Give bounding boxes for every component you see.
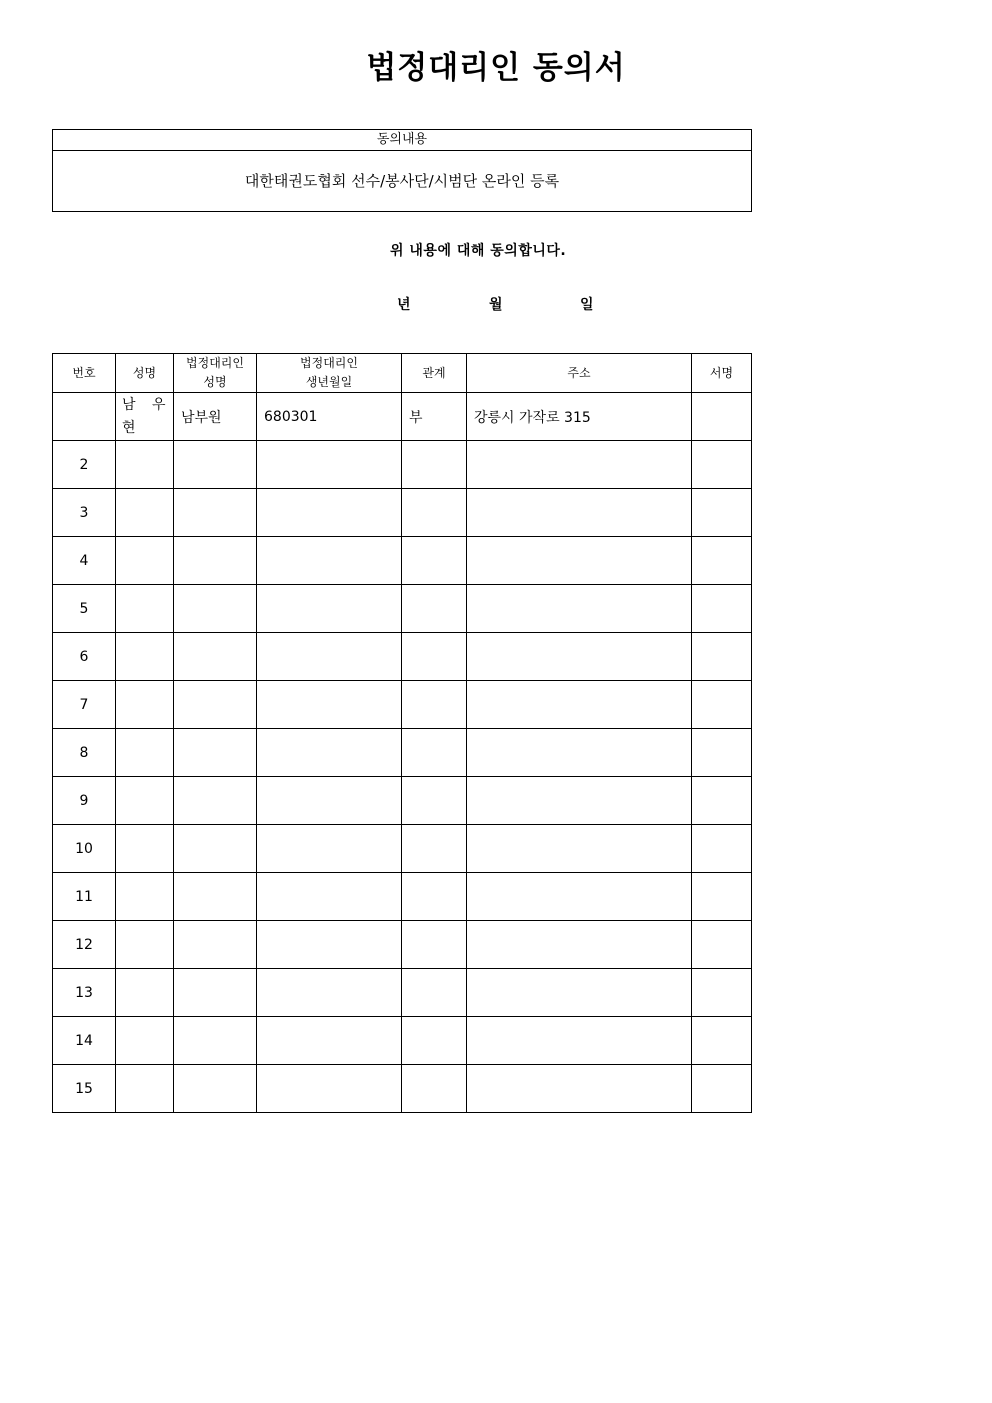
cell-relation[interactable]	[402, 921, 467, 969]
table-row	[53, 777, 752, 825]
cell-signature[interactable]	[692, 489, 752, 537]
table-row	[53, 729, 752, 777]
cell-signature[interactable]	[692, 441, 752, 489]
header-guardian-birth	[257, 354, 402, 393]
date-month-label: 월	[489, 297, 503, 313]
cell-name[interactable]	[116, 1017, 174, 1065]
cell-relation[interactable]: 부	[402, 393, 467, 441]
cell-guardian-birth[interactable]	[257, 633, 402, 681]
cell-relation[interactable]	[402, 1017, 467, 1065]
cell-guardian-birth[interactable]	[257, 873, 402, 921]
cell-number: 3	[53, 489, 116, 537]
cell-relation[interactable]	[402, 777, 467, 825]
cell-signature[interactable]	[692, 537, 752, 585]
cell-signature[interactable]	[692, 969, 752, 1017]
cell-guardian-birth[interactable]	[257, 537, 402, 585]
cell-address[interactable]	[467, 777, 692, 825]
cell-guardian-name[interactable]	[174, 825, 257, 873]
table-row	[53, 873, 752, 921]
cell-signature[interactable]	[692, 825, 752, 873]
consent-box	[52, 129, 752, 212]
header-guardian-birth-line1: 법정대리인	[300, 356, 358, 370]
cell-guardian-name[interactable]	[174, 633, 257, 681]
cell-relation[interactable]	[402, 969, 467, 1017]
cell-number: 15	[53, 1065, 116, 1113]
cell-address[interactable]	[467, 873, 692, 921]
cell-guardian-name[interactable]	[174, 729, 257, 777]
cell-guardian-birth[interactable]: 680301	[257, 393, 402, 441]
cell-number: 5	[53, 585, 116, 633]
table-row	[53, 537, 752, 585]
cell-name[interactable]	[116, 633, 174, 681]
cell-name[interactable]	[116, 1065, 174, 1113]
cell-number: 12	[53, 921, 116, 969]
cell-number: 7	[53, 681, 116, 729]
cell-address[interactable]	[467, 585, 692, 633]
cell-address[interactable]	[467, 969, 692, 1017]
cell-number: 14	[53, 1017, 116, 1065]
table-row	[53, 441, 752, 489]
header-guardian-name	[174, 354, 257, 393]
cell-guardian-name[interactable]	[174, 969, 257, 1017]
header-relation: 관계	[402, 354, 467, 393]
cell-address[interactable]	[467, 537, 692, 585]
cell-number: 6	[53, 633, 116, 681]
cell-relation[interactable]	[402, 825, 467, 873]
date-day-label: 일	[580, 297, 594, 313]
cell-guardian-name[interactable]	[174, 681, 257, 729]
cell-name[interactable]	[116, 729, 174, 777]
cell-relation[interactable]	[402, 489, 467, 537]
table-header-row	[53, 354, 752, 393]
cell-relation[interactable]	[402, 729, 467, 777]
table-row	[53, 585, 752, 633]
cell-address[interactable]	[467, 441, 692, 489]
table-row	[53, 1065, 752, 1113]
table-row	[53, 969, 752, 1017]
cell-relation[interactable]	[402, 681, 467, 729]
cell-name[interactable]	[116, 537, 174, 585]
cell-guardian-birth[interactable]	[257, 969, 402, 1017]
cell-relation[interactable]	[402, 537, 467, 585]
header-guardian-name-line2: 성명	[203, 375, 227, 389]
cell-signature[interactable]	[692, 1065, 752, 1113]
cell-number: 10	[53, 825, 116, 873]
cell-number: 9	[53, 777, 116, 825]
header-name: 성명	[116, 354, 174, 393]
cell-name[interactable]	[116, 393, 174, 441]
table-row	[53, 393, 752, 441]
cell-address[interactable]	[467, 1017, 692, 1065]
cell-guardian-birth[interactable]	[257, 1017, 402, 1065]
header-signature: 서명	[692, 354, 752, 393]
cell-guardian-birth[interactable]	[257, 489, 402, 537]
cell-guardian-birth[interactable]	[257, 1065, 402, 1113]
cell-signature[interactable]	[692, 873, 752, 921]
cell-guardian-name[interactable]	[174, 921, 257, 969]
cell-address[interactable]	[467, 921, 692, 969]
cell-name-line1: 남 우	[122, 396, 172, 413]
table-row	[53, 1017, 752, 1065]
page-title: 법정대리인 동의서	[366, 50, 626, 86]
cell-address[interactable]	[467, 489, 692, 537]
cell-number	[53, 393, 116, 441]
cell-signature[interactable]	[692, 729, 752, 777]
date-year-label: 년	[397, 297, 411, 313]
header-address: 주소	[467, 354, 692, 393]
cell-address[interactable]	[467, 729, 692, 777]
cell-signature[interactable]	[692, 393, 752, 441]
table-row	[53, 489, 752, 537]
cell-guardian-birth[interactable]	[257, 921, 402, 969]
cell-name[interactable]	[116, 969, 174, 1017]
cell-address[interactable]	[467, 633, 692, 681]
cell-signature[interactable]	[692, 921, 752, 969]
cell-name-line2: 현	[122, 419, 142, 436]
cell-guardian-birth[interactable]	[257, 681, 402, 729]
cell-address[interactable]: 강릉시 가작로 315	[467, 393, 692, 441]
cell-guardian-birth[interactable]	[257, 729, 402, 777]
cell-number: 8	[53, 729, 116, 777]
cell-guardian-name[interactable]: 남부원	[174, 393, 257, 441]
cell-guardian-name[interactable]	[174, 489, 257, 537]
cell-guardian-birth[interactable]	[257, 441, 402, 489]
header-number: 번호	[53, 354, 116, 393]
consent-header: 동의내용	[53, 130, 751, 151]
table-row	[53, 681, 752, 729]
cell-name[interactable]	[116, 489, 174, 537]
table-row	[53, 921, 752, 969]
cell-signature[interactable]	[692, 1017, 752, 1065]
cell-name[interactable]	[116, 777, 174, 825]
cell-guardian-name[interactable]	[174, 873, 257, 921]
cell-guardian-birth[interactable]	[257, 825, 402, 873]
cell-signature[interactable]	[692, 633, 752, 681]
cell-guardian-birth[interactable]	[257, 777, 402, 825]
cell-guardian-name[interactable]	[174, 1065, 257, 1113]
cell-guardian-name[interactable]	[174, 585, 257, 633]
table-row	[53, 825, 752, 873]
table-row	[53, 633, 752, 681]
cell-name[interactable]	[116, 825, 174, 873]
cell-guardian-name[interactable]	[174, 441, 257, 489]
cell-name[interactable]	[116, 921, 174, 969]
cell-name[interactable]	[116, 441, 174, 489]
cell-relation[interactable]	[402, 441, 467, 489]
cell-number: 4	[53, 537, 116, 585]
guardian-table	[52, 353, 752, 1113]
consent-body: 대한태권도협회 선수/봉사단/시범단 온라인 등록	[244, 172, 560, 190]
cell-signature[interactable]	[692, 777, 752, 825]
cell-guardian-birth[interactable]	[257, 585, 402, 633]
cell-number: 11	[53, 873, 116, 921]
cell-name[interactable]	[116, 681, 174, 729]
cell-relation[interactable]	[402, 633, 467, 681]
cell-address[interactable]	[467, 681, 692, 729]
cell-guardian-name[interactable]	[174, 1017, 257, 1065]
cell-guardian-name[interactable]	[174, 537, 257, 585]
cell-address[interactable]	[467, 1065, 692, 1113]
cell-relation[interactable]	[402, 585, 467, 633]
cell-relation[interactable]	[402, 1065, 467, 1113]
header-guardian-birth-line2: 생년월일	[305, 375, 353, 389]
cell-relation[interactable]	[402, 873, 467, 921]
consent-statement: 위 내용에 대해 동의합니다.	[390, 243, 567, 259]
cell-name[interactable]	[116, 585, 174, 633]
cell-address[interactable]	[467, 825, 692, 873]
cell-signature[interactable]	[692, 681, 752, 729]
header-guardian-name-line1: 법정대리인	[186, 356, 244, 370]
cell-number: 13	[53, 969, 116, 1017]
cell-guardian-name[interactable]	[174, 777, 257, 825]
cell-number: 2	[53, 441, 116, 489]
cell-name[interactable]	[116, 873, 174, 921]
cell-signature[interactable]	[692, 585, 752, 633]
